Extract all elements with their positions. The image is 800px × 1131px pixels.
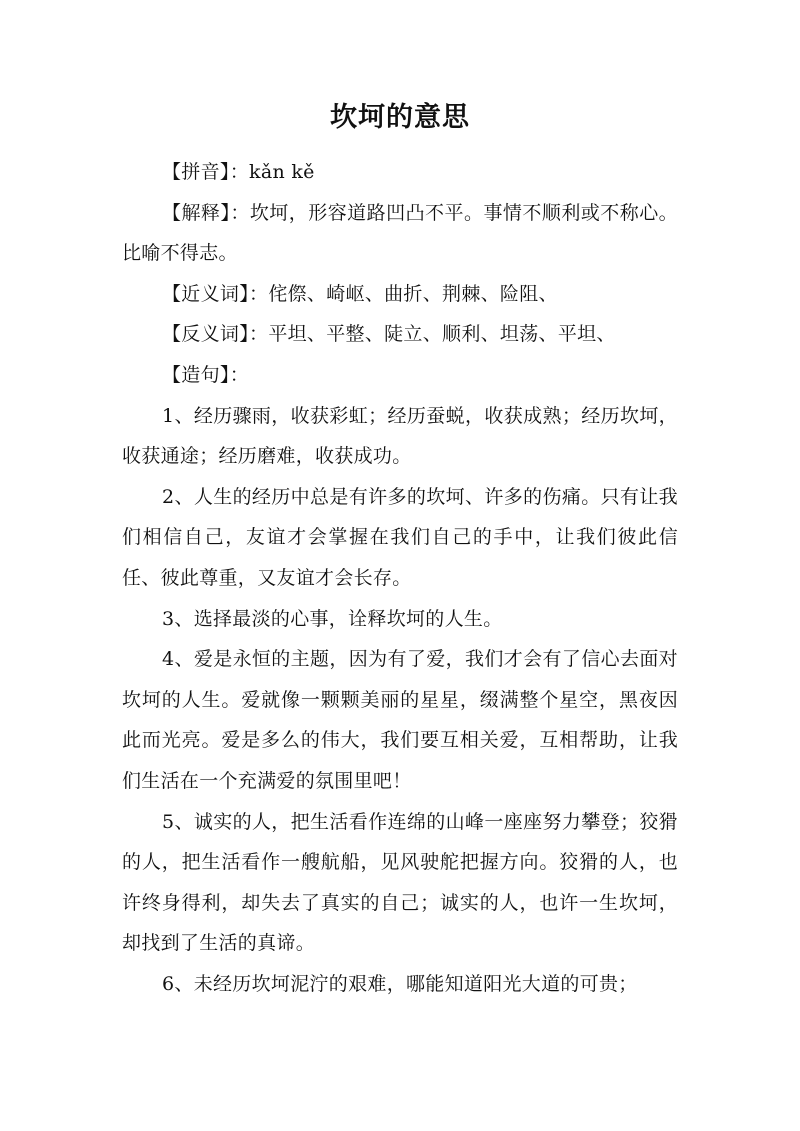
field-value: kǎn kě	[249, 161, 315, 183]
field-label: 【近义词】	[162, 282, 250, 305]
synonyms-field	[122, 274, 678, 315]
field-value: 平坦、平整、陡立、顺利、坦荡、平坦、	[268, 323, 616, 346]
example-sentence-5: 5、诚实的人，把生活看作连绵的山峰一座座努力攀登；狡猾的人，把生活看作一艘航船，见风驶舵把握方向。狡猾的人，也许终身得利，却失去了真实的自己；诚实的人，也许一生坎坷，却找到了生活的真谛。	[122, 810, 678, 955]
field-value: 侘傺、崎岖、曲折、荆棘、险阻、	[268, 282, 558, 305]
antonyms-field	[122, 314, 678, 355]
document-body	[122, 152, 678, 1004]
field-label: 【解释】	[162, 201, 231, 224]
field-label: 【造句】	[162, 363, 230, 386]
example-sentence-2: 2、人生的经历中总是有许多的坎坷、许多的伤痛。只有让我们相信自己，友谊才会掌握在我们自己的手中，让我们彼此信任、彼此尊重，又友谊才会长存。	[122, 485, 678, 589]
field-label: 【拼音】	[162, 161, 230, 183]
field-separator: ：	[229, 363, 250, 386]
field-separator: ：	[230, 201, 250, 224]
field-separator: ：	[249, 323, 269, 346]
example-sentence-4: 4、爱是永恒的主题，因为有了爱，我们才会有了信心去面对坎坷的人生。爱就像一颗颗美丽的星星，缀满整个星空，黑夜因此而光亮。爱是多么的伟大，我们要互相关爱，互相帮助，让我们生活在一个充满爱的氛围里吧！	[122, 648, 678, 792]
definition-field	[122, 193, 678, 274]
example-sentence-1: 1、经历骤雨，收获彩虹；经历蚕蜕，收获成熟；经历坎坷，收获通途；经历磨难，收获成功。	[122, 404, 678, 468]
field-value: 坎坷，形容道路凹凸不平。事情不顺利或不称心。比喻不得志。	[122, 201, 678, 265]
example-sentence-6: 6、未经历坎坷泥泞的艰难，哪能知道阳光大道的可贵；	[162, 972, 638, 995]
field-separator: ：	[249, 282, 269, 305]
example-sentence-3: 3、选择最淡的心事，诠释坎坷的人生。	[162, 607, 503, 630]
field-separator: ：	[229, 161, 250, 183]
document-title: 坎坷的意思	[330, 102, 470, 133]
field-label: 【反义词】	[162, 323, 250, 346]
pinyin-field	[122, 152, 678, 193]
example-sentences-heading	[122, 355, 678, 396]
